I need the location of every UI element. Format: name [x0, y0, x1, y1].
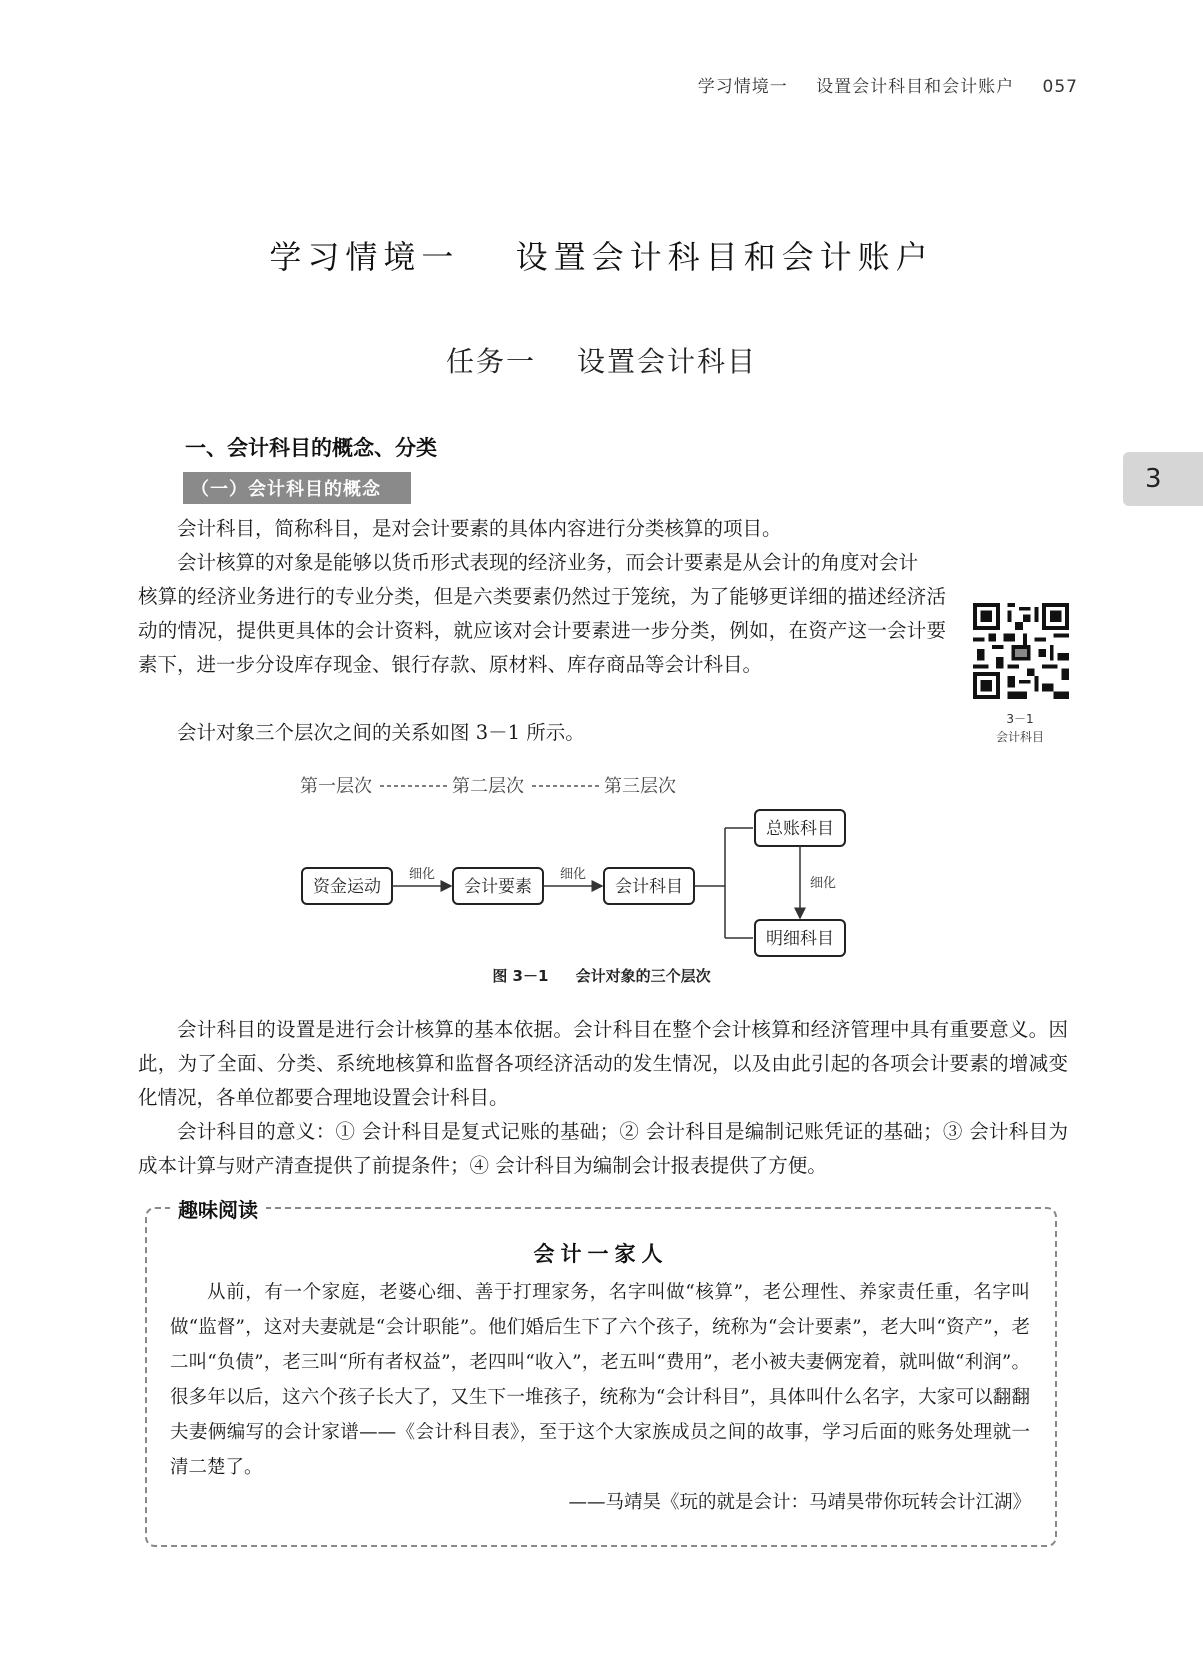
chapter-title — [0, 232, 1203, 278]
paragraph-1: 会计科目，简称科目，是对会计要素的具体内容进行分类核算的项目。 — [177, 517, 782, 540]
fun-reading-text — [170, 1275, 1030, 1485]
figure-title: 会计对象的三个层次 — [575, 967, 711, 985]
arrow-label-3: 细化 — [810, 876, 837, 891]
page-number: 057 — [1042, 77, 1078, 97]
three-levels-diagram — [300, 768, 900, 958]
paragraph-2-first-line: 会计核算的对象是能够以货币形式表现的经济业务，而会计要素是从会计的角度对会计 — [177, 551, 919, 574]
figure-reference-text — [138, 716, 1068, 750]
fun-reading-source: ——马靖昊《玩的就是会计：马靖昊带你玩转会计江湖》 — [568, 1492, 1031, 1513]
qr-code-number: 3－1 — [1006, 712, 1034, 726]
significance-text — [138, 1013, 1068, 1183]
box-general-ledger-label: 总账科目 — [766, 819, 834, 839]
chapter-title-part2: 设置会计科目和会计账户 — [515, 238, 934, 276]
running-header — [698, 72, 1078, 97]
box-accounting-element-label: 会计要素 — [464, 877, 532, 897]
level-label-2: 第二层次 — [452, 776, 524, 797]
paragraph-4: 会计科目的设置是进行会计核算的基本依据。会计科目在整个会计核算和经济管理中具有重要意义。因此，为了全面、分类、系统地核算和监督各项经济活动的发生情况，以及由此引起的各项会计要素的增减变化情况，各单位都要合理地设置会计科目。 — [138, 1018, 1068, 1109]
level-label-1: 第一层次 — [300, 776, 372, 797]
paragraph-3: 会计对象三个层次之间的关系如图 3－1 所示。 — [177, 721, 585, 744]
box-fund-movement-label: 资金运动 — [313, 877, 381, 897]
level-label-3: 第三层次 — [604, 776, 676, 797]
fun-reading-title: 会计一家人 — [533, 1241, 669, 1266]
arrow-label-1: 细化 — [408, 867, 436, 882]
intro-text — [138, 512, 1068, 580]
paragraph-5: 会计科目的意义：① 会计科目是复式记账的基础；② 会计科目是编制记账凭证的基础；③ 会计科目为成本计算与财产清查提供了前提条件；④ 会计科目为编制会计报表提供了方便。 — [138, 1120, 1068, 1177]
header-chapter-name: 设置会计科目和会计账户 — [816, 77, 1015, 97]
chapter-title-part1: 学习情境一 — [269, 238, 460, 276]
chapter-tab: 3 — [1123, 452, 1203, 506]
box-detail-ledger-label: 明细科目 — [766, 929, 834, 949]
task-title-part1: 任务一 — [446, 345, 537, 378]
figure-caption — [0, 965, 1203, 986]
paragraph-2-wrapped: 核算的经济业务进行的专业分类，但是六类要素仍然过于笼统，为了能够更详细的描述经济活动的情况，提供更具体的会计资料，就应该对会计要素进一步分类，例如，在资产这一会计要素下，进一步分设库存现金、银行存款、原材料、库存商品等会计科目。 — [138, 585, 946, 676]
task-title-part2: 设置会计科目 — [576, 345, 757, 378]
header-chapter-label: 学习情境一 — [697, 77, 788, 97]
fun-reading-label: 趣味阅读 — [170, 1194, 266, 1223]
arrow-label-2: 细化 — [559, 867, 587, 882]
box-accounting-subject-label: 会计科目 — [615, 877, 683, 897]
subsection-label: （一）会计科目的概念 — [183, 472, 411, 504]
qr-code-icon[interactable] — [973, 603, 1069, 699]
qr-code-label: 会计科目 — [995, 730, 1044, 744]
task-title — [0, 340, 1203, 380]
figure-number: 图 3－1 — [492, 967, 549, 985]
section-heading: 一、会计科目的概念、分类 — [185, 436, 437, 460]
fun-reading-paragraph: 从前，有一个家庭，老婆心细、善于打理家务，名字叫做“核算”，老公理性、养家责任重，名字叫做“监督”，这对夫妻就是“会计职能”。他们婚后生下了六个孩子，统称为“会计要素”，老大叫“资产”，老二叫“负债”，老三叫“所有者权益”，老四叫“收入”，老五叫“费用”，老小被夫妻俩宠着，就叫做“利润”。很多年以后，这六个孩子长大了，又生下一堆孩子，统称为“会计科目”，具体叫什么名字，大家可以翻翻夫妻俩编写的会计家谱——《会计科目表》，至于这个大家族成员之间的故事，学习后面的账务处理就一清二楚了。 — [170, 1282, 1030, 1478]
